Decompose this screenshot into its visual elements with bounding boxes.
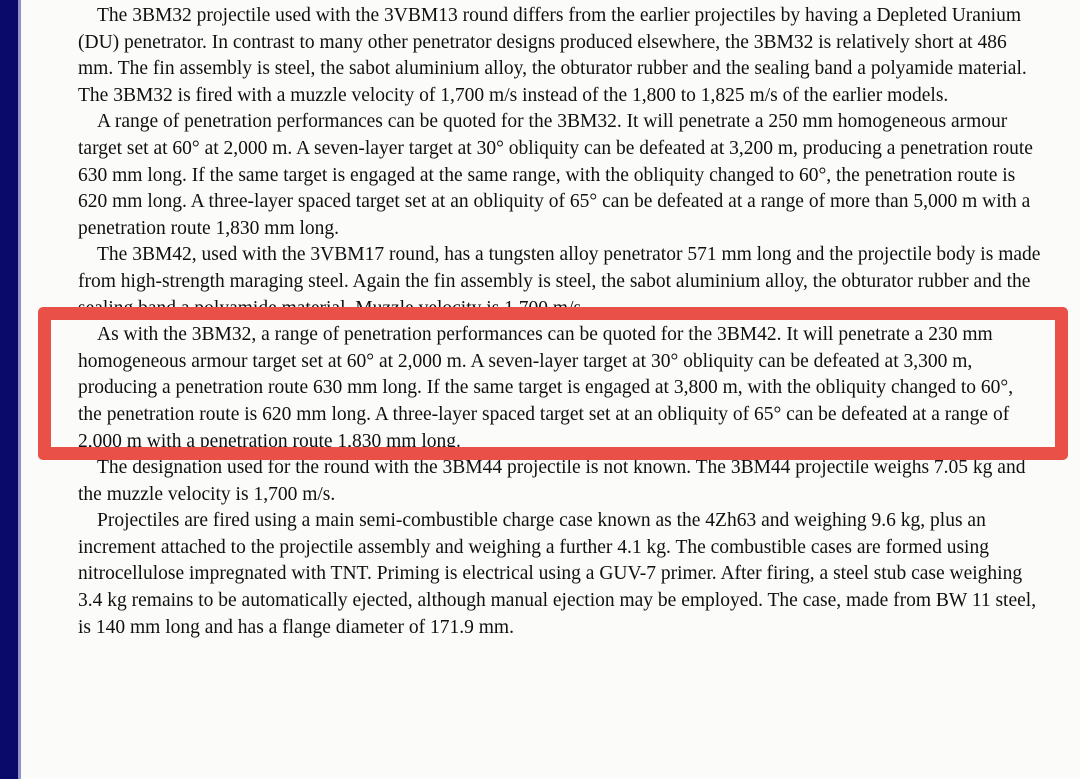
paragraph-3bm44: The designation used for the round with the 3BM44 projectile is not known. The 3BM44 projectile weighs 7.05 kg and the muzzle velocity is 1,700 m/s. bbox=[78, 457, 1026, 505]
document-text bbox=[78, 3, 1041, 641]
paragraph-3bm32-description: The 3BM32 projectile used with the 3VBM13 round differs from the earlier projectiles by having a Depleted Uranium (DU) penetrator. In contrast to many other penetrator designs produced elsewhere, the 3BM32 is relatively short at 486 mm. The fin assembly is steel, the sabot aluminium alloy, the obturator rubber and the sealing band a polyamide material. The 3BM32 is fired with a muzzle velocity of 1,700 m/s instead of the 1,800 to 1,825 m/s of the earlier models. bbox=[78, 5, 1027, 106]
paragraph-3bm32-penetration: A range of penetration performances can be quoted for the 3BM32. It will penetrate a 250 mm homogeneous armour target set at 60° at 2,000 m. A seven-layer target at 30° obliquity can be defeated at 3,200 m, producing a penetration route 630 mm long. If the same target is engaged at the same range, with the obliquity changed to 60°, the penetration route is 620 mm long. A three-layer spaced target set at an obliquity of 65° can be defeated at a range of more than 5,000 m with a penetration route 1,830 mm long. bbox=[78, 111, 1033, 239]
paragraph-charge-case: Projectiles are fired using a main semi-combustible charge case known as the 4Zh63 and weighing 9.6 kg, plus an increment attached to the projectile assembly and weighing a further 4.1 kg. The combustible cases are formed using nitrocellulose impregnated with TNT. Priming is electrical using a GUV-7 primer. After firing, a steel stub case weighing 3.4 kg remains to be automatically ejected, although manual ejection may be employed. The case, made from BW 11 steel, is 140 mm long and has a flange diameter of 171.9 mm. bbox=[78, 510, 1037, 638]
paragraph-3bm42-description: The 3BM42, used with the 3VBM17 round, has a tungsten alloy penetrator 571 mm long and the projectile body is made from high-strength maraging steel. Again the fin assembly is steel, the sabot aluminium alloy, the obturator rubber and the sealing band a polyamide material. Muzzle velocity is 1,700 m/s. bbox=[78, 244, 1041, 319]
paragraph-3bm42-penetration-highlighted: As with the 3BM32, a range of penetration performances can be quoted for the 3BM42. It will penetrate a 230 mm homogeneous armour target set at 60° at 2,000 m. A seven-layer target at 30° obliquity can be defeated at 3,300 m, producing a penetration route 630 mm long. If the same target is engaged at 3,800 m, with the obliquity changed to 60°, the penetration route is 620 mm long. A three-layer spaced target set at an obliquity of 65° can be defeated at a range of 2,000 m with a penetration route 1,830 mm long. bbox=[78, 324, 1014, 452]
highlighted-paragraph-wrap bbox=[78, 322, 1041, 455]
left-edge-bar bbox=[0, 0, 21, 779]
